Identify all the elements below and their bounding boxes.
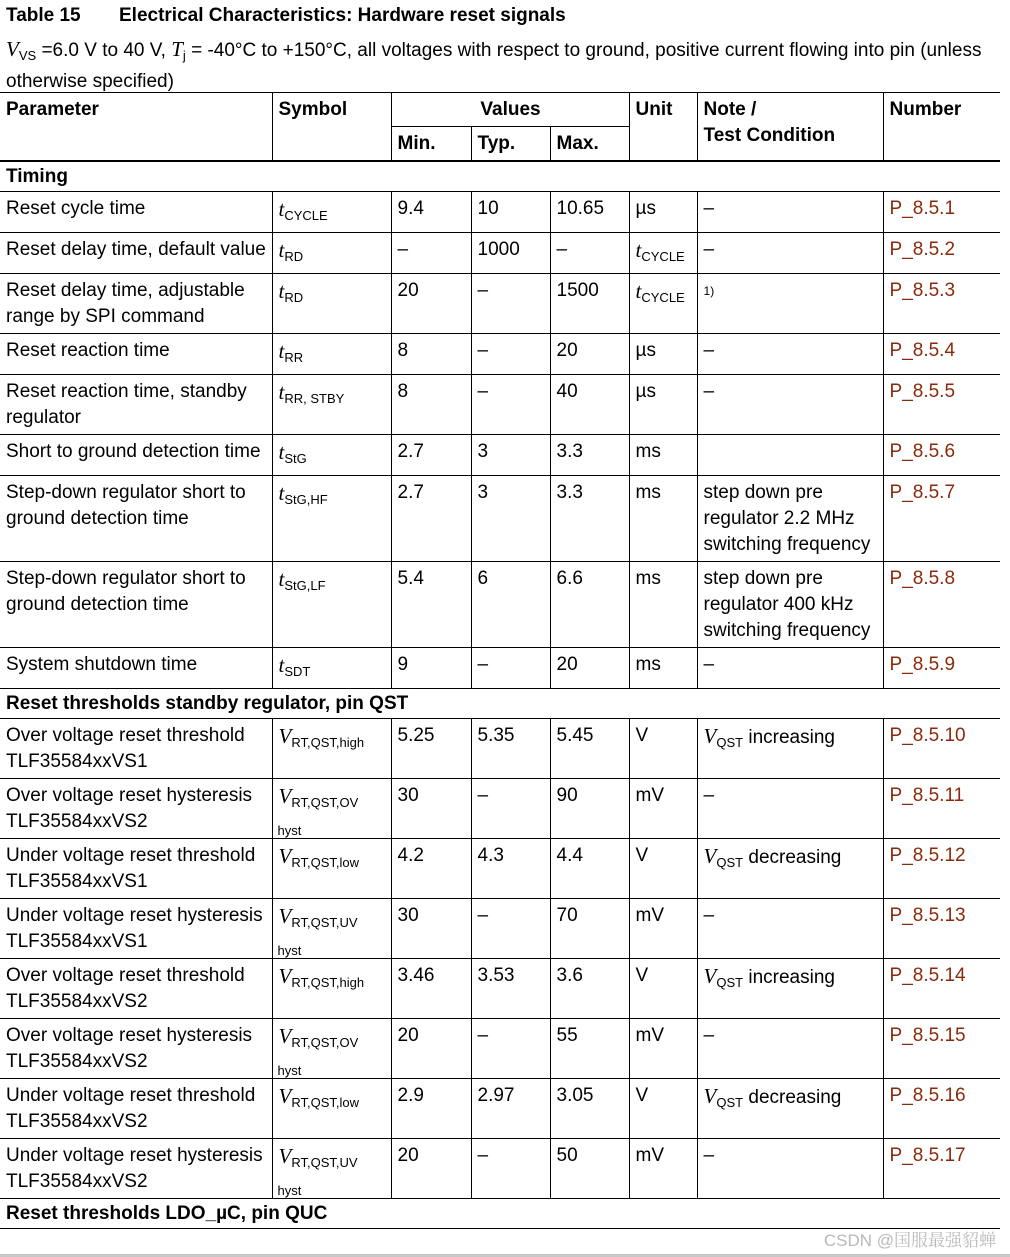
min-cell: 2.7 (391, 435, 471, 476)
note-cell (697, 435, 883, 476)
number-link[interactable]: P_8.5.7 (883, 476, 1000, 562)
param-cell: Over voltage reset hysteresis TLF35584xxVS2 (0, 779, 272, 839)
table-number: Table 15 (6, 5, 81, 26)
unit-cell: mV (629, 1019, 697, 1079)
param-cell: Step-down regulator short to ground detection time (0, 476, 272, 562)
note-cell: $V_{QST}$ decreasing (697, 1079, 883, 1139)
note-cell (697, 274, 883, 334)
max-cell: 20 (550, 648, 629, 689)
param-cell: System shutdown time (0, 648, 272, 689)
typ-cell: 6 (471, 562, 550, 648)
number-link[interactable]: P_8.5.11 (883, 779, 1000, 839)
note-cell: – (697, 1139, 883, 1199)
header-min: Min. (391, 127, 471, 162)
table-row (0, 192, 1000, 233)
characteristics-table (0, 92, 1000, 1229)
unit-cell: ms (629, 562, 697, 648)
symbol-cell: $V_{RT,QST,high}$ (272, 959, 391, 1019)
min-cell: 20 (391, 1139, 471, 1199)
table-row (0, 334, 1000, 375)
unit-cell: $t_{CYCLE}$ (629, 274, 697, 334)
min-cell: 20 (391, 1019, 471, 1079)
number-link[interactable]: P_8.5.2 (883, 233, 1000, 274)
typ-cell: 3 (471, 435, 550, 476)
header-note: Note / Test Condition (697, 93, 883, 162)
typ-cell: – (471, 899, 550, 959)
typ-cell: 2.97 (471, 1079, 550, 1139)
symbol-cell: $V_{RT,QST,high}$ (272, 719, 391, 779)
unit-cell: µs (629, 375, 697, 435)
unit-cell: µs (629, 334, 697, 375)
number-link[interactable]: P_8.5.16 (883, 1079, 1000, 1139)
number-link[interactable]: P_8.5.9 (883, 648, 1000, 689)
param-cell: Step-down regulator short to ground detection time (0, 562, 272, 648)
hyst-subscript: hyst (277, 823, 302, 838)
note-cell: – (697, 899, 883, 959)
number-link[interactable]: P_8.5.10 (883, 719, 1000, 779)
section-title: Timing (0, 161, 1000, 192)
unit-cell: µs (629, 192, 697, 233)
number-link[interactable]: P_8.5.3 (883, 274, 1000, 334)
typ-cell: 5.35 (471, 719, 550, 779)
typ-cell: 3 (471, 476, 550, 562)
max-cell: 3.6 (550, 959, 629, 1019)
min-cell: 20 (391, 274, 471, 334)
section-title: Reset thresholds standby regulator, pin QST (0, 689, 1000, 719)
unit-cell: mV (629, 779, 697, 839)
min-cell: – (391, 233, 471, 274)
number-link[interactable]: P_8.5.14 (883, 959, 1000, 1019)
note-cell: $V_{QST}$ decreasing (697, 839, 883, 899)
unit-cell: V (629, 839, 697, 899)
symbol-cell: $V_{RT,QST,OV}$ hyst (272, 1019, 391, 1079)
param-cell: Under voltage reset hysteresis TLF35584xxVS2 (0, 1139, 272, 1199)
header-unit: Unit (629, 93, 697, 162)
max-cell: 55 (550, 1019, 629, 1079)
symbol-cell: $t_{RR}$ (272, 334, 391, 375)
number-link[interactable]: P_8.5.6 (883, 435, 1000, 476)
typ-cell: – (471, 334, 550, 375)
typ-cell: 1000 (471, 233, 550, 274)
max-cell: 6.6 (550, 562, 629, 648)
min-cell: 30 (391, 779, 471, 839)
table-row (0, 959, 1000, 1019)
unit-cell: mV (629, 1139, 697, 1199)
min-cell: 2.7 (391, 476, 471, 562)
note-cell: step down pre regulator 2.2 MHz switching frequency (697, 476, 883, 562)
footnote-ref: 1) (703, 284, 715, 298)
table-row (0, 562, 1000, 648)
typ-cell: – (471, 1019, 550, 1079)
number-link[interactable]: P_8.5.12 (883, 839, 1000, 899)
number-link[interactable]: P_8.5.17 (883, 1139, 1000, 1199)
unit-cell: $t_{CYCLE}$ (629, 233, 697, 274)
symbol-cell: $V_{RT,QST,OV}$ hyst (272, 779, 391, 839)
conditions-text: $V_{VS} =6.0$ V to 40 V, $T_j = -40^\circ C$ to +150°C, all voltages with respect to ground, positive current flowing into pin (unless otherwise specified) (6, 37, 982, 92)
unit-cell: V (629, 1079, 697, 1139)
table-row (0, 375, 1000, 435)
unit-cell: ms (629, 476, 697, 562)
table-row (0, 1079, 1000, 1139)
hyst-subscript: hyst (277, 1063, 302, 1078)
typ-cell: – (471, 779, 550, 839)
symbol-cell: $V_{RT,QST,UV}$ hyst (272, 899, 391, 959)
typ-cell: 10 (471, 192, 550, 233)
param-cell: Under voltage reset threshold TLF35584xxVS1 (0, 839, 272, 899)
symbol-cell: $t_{RR, STBY}$ (272, 375, 391, 435)
min-cell: 3.46 (391, 959, 471, 1019)
min-cell: 2.9 (391, 1079, 471, 1139)
param-cell: Reset reaction time (0, 334, 272, 375)
typ-cell: – (471, 274, 550, 334)
max-cell: 70 (550, 899, 629, 959)
number-link[interactable]: P_8.5.8 (883, 562, 1000, 648)
note-cell: – (697, 1019, 883, 1079)
param-cell: Under voltage reset hysteresis TLF35584xxVS1 (0, 899, 272, 959)
section-row (0, 1199, 1000, 1229)
max-cell: 3.3 (550, 476, 629, 562)
param-cell: Reset delay time, default value (0, 233, 272, 274)
param-cell: Reset reaction time, standby regulator (0, 375, 272, 435)
param-cell: Under voltage reset threshold TLF35584xxVS2 (0, 1079, 272, 1139)
symbol-cell: $t_{StG,HF}$ (272, 476, 391, 562)
note-cell: – (697, 233, 883, 274)
table-row (0, 899, 1000, 959)
param-cell: Over voltage reset threshold TLF35584xxVS1 (0, 719, 272, 779)
section-row (0, 689, 1000, 719)
note-cell: – (697, 192, 883, 233)
symbol-cell: $t_{StG,LF}$ (272, 562, 391, 648)
number-link[interactable]: P_8.5.15 (883, 1019, 1000, 1079)
symbol-cell: $t_{StG}$ (272, 435, 391, 476)
unit-cell: ms (629, 648, 697, 689)
symbol-cell: $t_{RD}$ (272, 274, 391, 334)
header-symbol: Symbol (272, 93, 391, 162)
table-row (0, 719, 1000, 779)
unit-cell: ms (629, 435, 697, 476)
min-cell: 9.4 (391, 192, 471, 233)
table-title: Electrical Characteristics: Hardware reset signals (119, 5, 566, 26)
max-cell: 1500 (550, 274, 629, 334)
param-cell: Over voltage reset hysteresis TLF35584xxVS2 (0, 1019, 272, 1079)
max-cell: 3.05 (550, 1079, 629, 1139)
typ-cell: 3.53 (471, 959, 550, 1019)
param-cell: Reset cycle time (0, 192, 272, 233)
param-cell: Short to ground detection time (0, 435, 272, 476)
table-row (0, 839, 1000, 899)
unit-cell: V (629, 719, 697, 779)
param-cell: Over voltage reset threshold TLF35584xxVS2 (0, 959, 272, 1019)
max-cell: 4.4 (550, 839, 629, 899)
max-cell: 3.3 (550, 435, 629, 476)
watermark: CSDN @国服最强貂蝉 (823, 1231, 996, 1250)
max-cell: 20 (550, 334, 629, 375)
typ-cell: – (471, 648, 550, 689)
unit-cell: mV (629, 899, 697, 959)
header-parameter: Parameter (0, 93, 272, 162)
table-caption (6, 5, 566, 27)
table-row (0, 779, 1000, 839)
min-cell: 5.25 (391, 719, 471, 779)
max-cell: 10.65 (550, 192, 629, 233)
typ-cell: – (471, 375, 550, 435)
unit-cell: V (629, 959, 697, 1019)
number-link[interactable]: P_8.5.1 (883, 192, 1000, 233)
note-cell: – (697, 648, 883, 689)
symbol-cell: $t_{CYCLE}$ (272, 192, 391, 233)
table-row (0, 648, 1000, 689)
table-row (0, 233, 1000, 274)
table-row (0, 274, 1000, 334)
typ-cell: – (471, 1139, 550, 1199)
max-cell: – (550, 233, 629, 274)
number-link[interactable]: P_8.5.4 (883, 334, 1000, 375)
max-cell: 50 (550, 1139, 629, 1199)
note-cell: $V_{QST}$ increasing (697, 959, 883, 1019)
table-row (0, 1139, 1000, 1199)
table-row (0, 476, 1000, 562)
note-cell: – (697, 779, 883, 839)
max-cell: 5.45 (550, 719, 629, 779)
number-link[interactable]: P_8.5.5 (883, 375, 1000, 435)
header-values: Values (391, 93, 629, 127)
symbol-cell: $V_{RT,QST,low}$ (272, 839, 391, 899)
note-cell: step down pre regulator 400 kHz switching frequency (697, 562, 883, 648)
hyst-subscript: hyst (277, 943, 302, 958)
typ-cell: 4.3 (471, 839, 550, 899)
min-cell: 4.2 (391, 839, 471, 899)
note-cell: – (697, 375, 883, 435)
hyst-subscript: hyst (277, 1183, 302, 1198)
symbol-cell: $t_{RD}$ (272, 233, 391, 274)
table-row (0, 1019, 1000, 1079)
header-max: Max. (550, 127, 629, 162)
header-number: Number (883, 93, 1000, 162)
table-body (0, 161, 1000, 1229)
param-cell: Reset delay time, adjustable range by SPI command (0, 274, 272, 334)
table-row (0, 435, 1000, 476)
symbol-cell: $V_{RT,QST,UV}$ hyst (272, 1139, 391, 1199)
symbol-cell: $t_{SDT}$ (272, 648, 391, 689)
note-cell: – (697, 334, 883, 375)
section-title: Reset thresholds LDO_µC, pin QUC (0, 1199, 1000, 1229)
max-cell: 40 (550, 375, 629, 435)
number-link[interactable]: P_8.5.13 (883, 899, 1000, 959)
min-cell: 5.4 (391, 562, 471, 648)
symbol-cell: $V_{RT,QST,low}$ (272, 1079, 391, 1139)
max-cell: 90 (550, 779, 629, 839)
header-typ: Typ. (471, 127, 550, 162)
min-cell: 8 (391, 334, 471, 375)
min-cell: 8 (391, 375, 471, 435)
section-row (0, 161, 1000, 192)
note-cell: $V_{QST}$ increasing (697, 719, 883, 779)
min-cell: 9 (391, 648, 471, 689)
min-cell: 30 (391, 899, 471, 959)
